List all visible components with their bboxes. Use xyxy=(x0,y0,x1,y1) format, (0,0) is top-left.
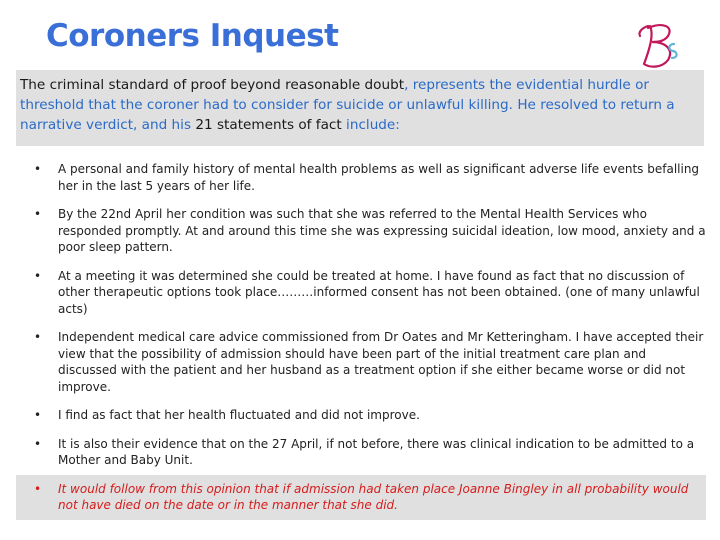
statements-list xyxy=(16,155,706,520)
list-item xyxy=(16,200,706,262)
bullet: • xyxy=(34,481,42,496)
intro-part-3: 21 statements of fact xyxy=(195,117,347,133)
list-item-text: It would follow from this opinion that if admission had taken place Joanne Bingley in all probability would not have died on the date or in the manner that she did. xyxy=(58,481,689,512)
list-item-text: It is also their evidence that on the 27 April, if not before, there was clinical indication to be admitted to a Mother and Baby Unit. xyxy=(58,436,695,467)
list-item-text: A personal and family history of mental health problems as well as significant adverse life events befalling her in the last 5 years of her life. xyxy=(58,162,700,193)
list-item xyxy=(16,323,706,401)
intro-part-2: , represents the evidential hurdle or threshold that the coroner had to consider for suicide or unlawful killing. He resolved to return a narrative verdict, and his xyxy=(20,77,675,133)
list-item-highlighted xyxy=(16,475,706,520)
intro-part-1: The criminal standard of proof beyond reasonable doubt xyxy=(20,77,405,93)
list-item xyxy=(16,155,706,200)
bullet: • xyxy=(34,330,42,344)
bullet: • xyxy=(34,162,42,176)
intro-part-4: include: xyxy=(346,117,400,133)
bullet: • xyxy=(34,436,42,451)
intro-paragraph xyxy=(16,70,704,146)
bs-monogram-logo-icon xyxy=(628,18,692,74)
list-item-text: I find as fact that her health fluctuated and did not improve. xyxy=(58,408,420,422)
list-item xyxy=(16,401,706,430)
bullet: • xyxy=(34,408,42,422)
list-item-text: At a meeting it was determined she could be treated at home. I have found as fact that no discussion of other therapeutic options took place………informed consent has not been obtained. (one of many unlawful acts) xyxy=(58,268,700,316)
page-title: Coroners Inquest xyxy=(46,18,339,54)
bullet: • xyxy=(34,268,42,283)
list-item-text: By the 22nd April her condition was such that she was referred to the Mental Health Services who responded promptly. At and around this time she was expressing suicidal ideation, low mood, anxiety and a poor sleep pattern. xyxy=(58,207,706,254)
list-item-text: Independent medical care advice commissioned from Dr Oates and Mr Ketteringham. I have accepted their view that the possibility of admission should have been part of the initial treatment care plan and discussed with the patient and her husband as a treatment option if she either became worse or did not improve. xyxy=(58,330,704,394)
list-item xyxy=(16,430,706,475)
bullet: • xyxy=(34,207,42,221)
list-item xyxy=(16,262,706,324)
